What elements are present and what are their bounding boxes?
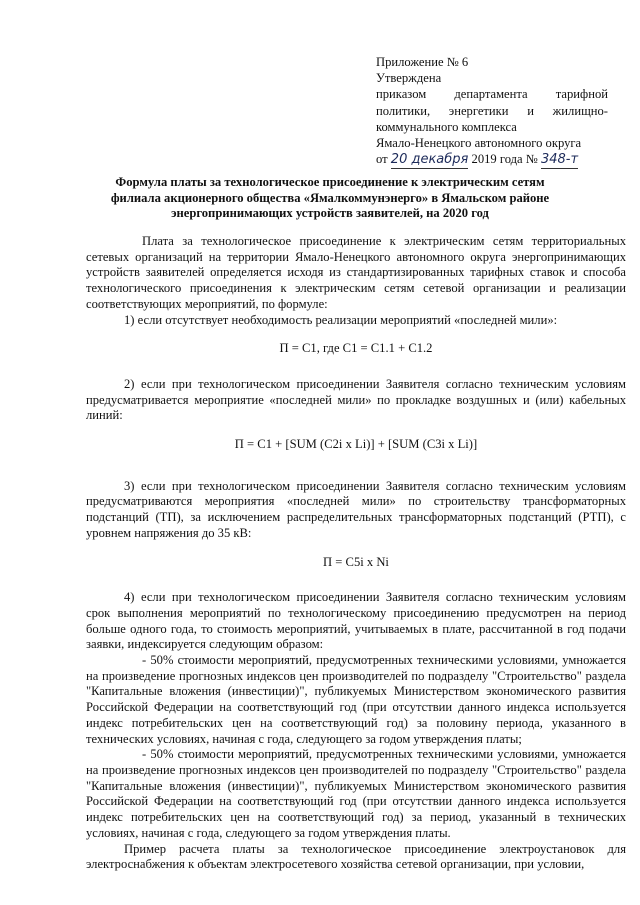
indexation-bullet-2: - 50% стоимости мероприятий, предусмотренных техническими условиями, умножается на произведение прогнозных индексов цен производителей по подразделу "Строительство" раздела "Капитальные вложения (инвестиции)", публикуемых Министерством экономического развития Российской Федерации на соответствующий год (при отсутствии данного индекса используется индекс потребительских цен на соответствующий год) за период, указанный в технических условиях, начиная с года, следующего за годом утверждения платы.	[86, 747, 626, 840]
document-body	[86, 234, 626, 873]
case-4-paragraph: 4) если при технологическом присоединении Заявителя согласно техническим условиям срок выполнения мероприятий по технологическому присоединению предусмотрен на период больше одного года, то стоимость мероприятий, учитываемых в плате, рассчитанной в год подачи заявки, индексируется следующим образом:	[86, 590, 626, 652]
formula-3: П = С5i x Ni	[323, 554, 389, 569]
example-paragraph: Пример расчета платы за технологическое присоединение электроустановок для электроснабжения к объектам электросетевого хозяйства сетевой организации, при условии,	[86, 841, 626, 872]
approved-label: Утверждена	[376, 71, 442, 86]
document-title: Формула платы за технологическое присоединение к электрическим сетям филиала акционерного общества «Ямалкоммунэнерго» в Ямальском районе энергопринимающих устройств заявителей, на 2020 год	[110, 175, 550, 220]
date-prefix: от	[376, 152, 388, 167]
case-1-paragraph: 1) если отсутствует необходимость реализации мероприятий «последней мили»:	[124, 312, 558, 327]
order-date-line	[376, 151, 608, 169]
case-2-paragraph: 2) если при технологическом присоединении Заявителя согласно техническим условиям предусматривается мероприятие «последней мили» по прокладке воздушных и (или) кабельных линий:	[86, 376, 626, 423]
handwritten-date: 20 декабря	[391, 152, 469, 169]
formula-2: П = С1 + [SUM (C2i x Li)] + [SUM (C3i x Li)]	[234, 437, 478, 452]
approval-line-5: коммунального комплекса	[376, 119, 517, 134]
appendix-number: Приложение № 6	[376, 55, 469, 69]
approval-line-6: Ямало-Ненецкого автономного округа	[376, 136, 582, 151]
handwritten-order-number: 348-т	[541, 152, 578, 169]
approval-block	[376, 54, 608, 169]
approval-line-3: приказом департамента тарифной	[376, 87, 608, 102]
indexation-bullet-1: - 50% стоимости мероприятий, предусмотренных техническими условиями, умножается на произведение прогнозных индексов цен производителей по подразделу "Строительство" раздела "Капитальные вложения (инвестиции)", публикуемых Министерством экономического развития Российской Федерации на соответствующий год (при отсутствии данного индекса используется индекс потребительских цен на соответствующий год) за половину периода, указанного в технических условиях, начиная с года, следующего за годом утверждения платы;	[86, 653, 626, 746]
approval-line-4: политики, энергетики и жилищно-	[376, 103, 608, 118]
formula-1: П = С1, где С1 = С1.1 + С1.2	[279, 341, 433, 356]
intro-paragraph: Плата за технологическое присоединение к электрическим сетям территориальных сетевых организаций на территории Ямало-Ненецкого автономного округа энергопринимающих устройств заявителей определяется исходя из стандартизированных тарифных ставок и способа технологического присоединения к электрическим сетям сетевой организации и реализации соответствующих мероприятий, по формуле:	[86, 234, 626, 311]
case-3-paragraph: 3) если при технологическом присоединении Заявителя согласно техническим условиям предусматриваются мероприятия «последней мили» по строительству трансформаторных подстанций (ТП), за исключением распределительных трансформаторных подстанций (РТП), с уровнем напряжения до 35 кВ:	[86, 478, 626, 540]
date-suffix: 2019 года №	[471, 152, 538, 167]
